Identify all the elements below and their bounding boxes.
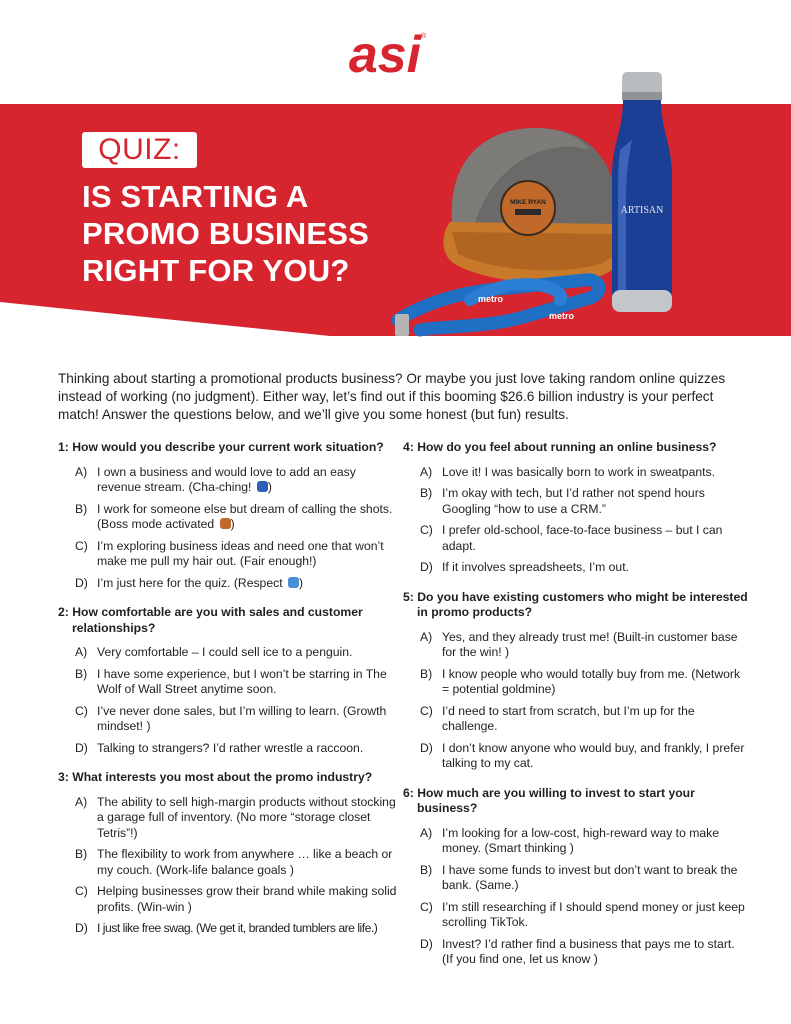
answer-option: A) Very comfortable – I could sell ice to a penguin. [75,645,353,659]
answer-option: C) I prefer old-school, face-to-face business – but I can adapt. [420,523,723,553]
bottle-image [612,72,672,312]
answer-option: C) I’m exploring business ideas and need one that won’t make me pull my hair out. (Fair enough!) [75,538,384,568]
answer-option: B) I have some experience, but I won’t be starring in The Wolf of Wall Street anytime soon. [75,666,387,696]
answer-option: C) I’d need to start from scratch, but I’m up for the challenge. [420,703,695,733]
lanyard-image [395,280,599,336]
cap-image [444,128,626,283]
answer-option: C) Helping businesses grow their brand while making solid profits. (Win-win ) [75,884,397,914]
answer-option: D) If it involves spreadsheets, I’m out. [420,560,629,574]
intro-text: Thinking about starting a promotional products business? Or maybe you just love taking random online quizzes instead of working (no judgment). Either way, let’s find out if this booming $26.6 billion industry is your perfect match! Answer the questions below, and we’ll give you some honest (but fun) results. [58,371,726,422]
question-title: 2: How comfortable are you with sales and customer relationships? [58,605,363,635]
question-title: 5: Do you have existing customers who might be interested in promo products? [403,589,748,619]
question-title: 3: What interests you most about the promo industry? [58,770,373,784]
answer-option: D) Invest? I’d rather find a business that pays me to start. (If you find one, let us know ) [420,936,735,966]
salute-icon [288,577,299,588]
question-title: 4: How do you feel about running an online business? [403,440,717,454]
answer-option: D) I don’t know anyone who would buy, and frankly, I prefer talking to my cat. [420,740,745,770]
question-2 [58,605,398,756]
answer-option: A) Yes, and they already trust me! (Built-in customer base for the win! ) [420,629,738,659]
answer-option: D) I’m just here for the quiz. (Respect ) [75,575,304,590]
answer-option: C) I’ve never done sales, but I’m willing to learn. (Growth mindset! ) [75,703,387,733]
sunglasses-icon [220,518,231,529]
answer-option: A) The ability to sell high-margin products without stocking a garage full of inventory. (No more “storage closet Tetris”!) [75,794,396,840]
question-title: 1: How would you describe your current work situation? [58,440,384,454]
answer-option: A) I’m looking for a low-cost, high-reward way to make money. (Smart thinking ) [420,825,720,855]
svg-text:asi: asi [348,28,422,80]
question-6 [403,786,748,968]
product-illustration [0,0,791,400]
questions-right-column [403,440,748,982]
answer-option: D) Talking to strangers? I’d rather wrestle a raccoon. [75,740,364,755]
answer-option: A) I own a business and would love to add an easy revenue stream. (Cha-ching! ) [75,464,356,494]
svg-text:metro: metro [478,294,504,304]
answer-option: C) I’m still researching if I should spend money or just keep scrolling TikTok. [420,899,745,929]
money-bag-icon [257,481,268,492]
questions-left-column [58,440,398,951]
answer-option: B) I know people who would totally buy from me. (Network = potential goldmine) [420,666,741,696]
svg-text:®: ® [421,33,427,40]
answer-option: B) I have some funds to invest but don’t want to break the bank. (Same.) [420,862,738,892]
question-1 [58,440,398,591]
question-3 [58,770,398,937]
question-5 [403,590,748,772]
svg-text:ARTISAN: ARTISAN [620,205,664,216]
svg-text:metro: metro [549,311,575,321]
answer-option: B) I’m okay with tech, but I’d rather not spend hours Googling “how to use a CRM.” [420,486,705,516]
answer-option: A) Love it! I was basically born to work in sweatpants. [420,464,715,479]
question-4 [403,440,748,576]
svg-text:MIKE RYAN: MIKE RYAN [510,199,546,206]
answer-option: B) I work for someone else but dream of calling the shots. (Boss mode activated ) [75,501,393,531]
answer-option: D) I just like free swag. (We get it, branded tumblers are life.) [75,921,378,935]
quiz-label: QUIZ: [82,132,197,168]
question-title: 6: How much are you willing to invest to start your business? [403,785,695,815]
answer-option: B) The flexibility to work from anywhere … like a beach or my couch. (Work-life balance goals ) [75,847,393,877]
page-title: IS STARTING A PROMO BUSINESS RIGHT FOR YOU? [82,179,370,288]
